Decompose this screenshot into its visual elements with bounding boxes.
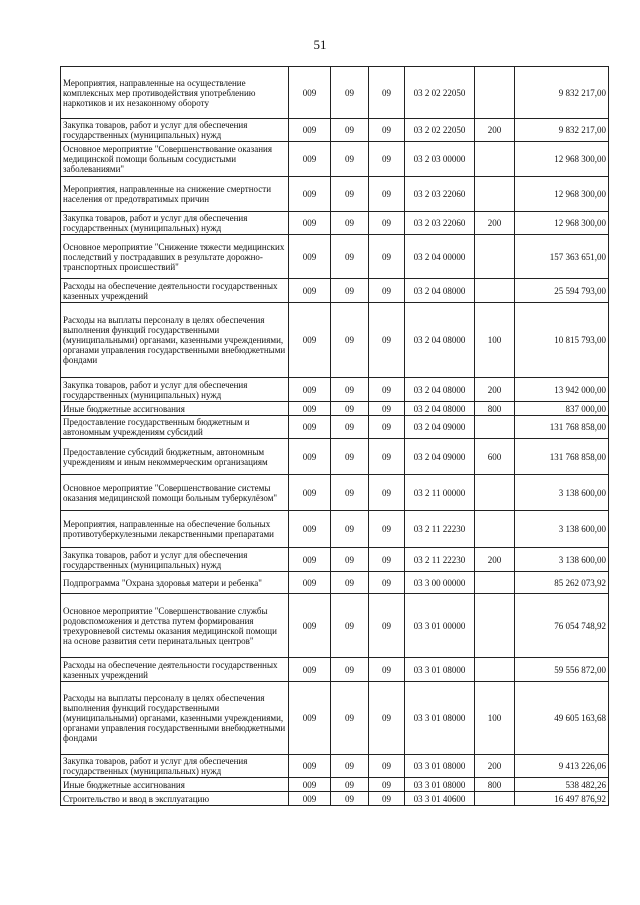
ministry-code: 009 — [289, 572, 331, 594]
ministry-code: 009 — [289, 548, 331, 572]
amount: 16 497 876,92 — [515, 792, 609, 806]
subsection-code: 09 — [369, 142, 405, 177]
expense-type: 200 — [475, 212, 515, 235]
ministry-code: 009 — [289, 439, 331, 475]
target-article: 03 2 11 22230 — [405, 548, 475, 572]
target-article: 03 2 04 08000 — [405, 303, 475, 378]
expense-type: 800 — [475, 402, 515, 416]
subsection-code: 09 — [369, 572, 405, 594]
ministry-code: 009 — [289, 177, 331, 212]
target-article: 03 2 04 08000 — [405, 279, 475, 303]
section-code: 09 — [331, 279, 369, 303]
ministry-code: 009 — [289, 658, 331, 682]
section-code: 09 — [331, 572, 369, 594]
ministry-code: 009 — [289, 682, 331, 755]
target-article: 03 3 00 00000 — [405, 572, 475, 594]
target-article: 03 2 03 22060 — [405, 177, 475, 212]
subsection-code: 09 — [369, 594, 405, 658]
amount: 49 605 163,68 — [515, 682, 609, 755]
subsection-code: 09 — [369, 778, 405, 792]
ministry-code: 009 — [289, 511, 331, 548]
table-row — [61, 682, 609, 755]
row-name: Иные бюджетные ассигнования — [61, 402, 289, 416]
amount: 9 832 217,00 — [515, 119, 609, 142]
target-article: 03 2 03 00000 — [405, 142, 475, 177]
amount: 538 482,26 — [515, 778, 609, 792]
row-name: Предоставление субсидий бюджетным, автономным учреждениям и иным некоммерческим организациям — [61, 439, 289, 475]
ministry-code: 009 — [289, 279, 331, 303]
amount: 12 968 300,00 — [515, 177, 609, 212]
section-code: 09 — [331, 402, 369, 416]
amount: 12 968 300,00 — [515, 142, 609, 177]
expense-type: 800 — [475, 778, 515, 792]
row-name: Расходы на выплаты персоналу в целях обеспечения выполнения функций государственными (муниципальными) органами, казенными учреждениями, органами управления государственными внебюджетными фондами — [61, 682, 289, 755]
section-code: 09 — [331, 439, 369, 475]
row-name: Основное мероприятие "Совершенствование системы оказания медицинской помощи больным туберкулёзом" — [61, 475, 289, 511]
target-article: 03 2 02 22050 — [405, 67, 475, 119]
amount: 837 000,00 — [515, 402, 609, 416]
amount: 131 768 858,00 — [515, 416, 609, 439]
table-row — [61, 416, 609, 439]
ministry-code: 009 — [289, 303, 331, 378]
table-row — [61, 235, 609, 279]
table-row — [61, 119, 609, 142]
amount: 131 768 858,00 — [515, 439, 609, 475]
expense-type: 600 — [475, 439, 515, 475]
row-name: Закупка товаров, работ и услуг для обеспечения государственных (муниципальных) нужд — [61, 119, 289, 142]
subsection-code: 09 — [369, 439, 405, 475]
subsection-code: 09 — [369, 755, 405, 778]
expense-type — [475, 235, 515, 279]
amount: 3 138 600,00 — [515, 548, 609, 572]
target-article: 03 3 01 08000 — [405, 778, 475, 792]
table-row — [61, 755, 609, 778]
row-name: Закупка товаров, работ и услуг для обеспечения государственных (муниципальных) нужд — [61, 378, 289, 402]
amount: 3 138 600,00 — [515, 475, 609, 511]
target-article: 03 3 01 08000 — [405, 682, 475, 755]
ministry-code: 009 — [289, 594, 331, 658]
subsection-code: 09 — [369, 378, 405, 402]
amount: 10 815 793,00 — [515, 303, 609, 378]
row-name: Мероприятия, направленные на осуществление комплексных мер противодействия употреблению наркотиков и их незаконному обороту — [61, 67, 289, 119]
amount: 3 138 600,00 — [515, 511, 609, 548]
ministry-code: 009 — [289, 792, 331, 806]
expense-type — [475, 792, 515, 806]
subsection-code: 09 — [369, 67, 405, 119]
table-row — [61, 594, 609, 658]
ministry-code: 009 — [289, 778, 331, 792]
page-number: 51 — [313, 37, 327, 52]
section-code: 09 — [331, 142, 369, 177]
subsection-code: 09 — [369, 279, 405, 303]
subsection-code: 09 — [369, 792, 405, 806]
table-row — [61, 279, 609, 303]
target-article: 03 2 02 22050 — [405, 119, 475, 142]
target-article: 03 2 04 00000 — [405, 235, 475, 279]
amount: 157 363 651,00 — [515, 235, 609, 279]
table-row — [61, 439, 609, 475]
expense-type — [475, 594, 515, 658]
ministry-code: 009 — [289, 378, 331, 402]
section-code: 09 — [331, 755, 369, 778]
target-article: 03 2 11 00000 — [405, 475, 475, 511]
expense-type — [475, 658, 515, 682]
subsection-code: 09 — [369, 511, 405, 548]
amount: 85 262 073,92 — [515, 572, 609, 594]
target-article: 03 3 01 40600 — [405, 792, 475, 806]
ministry-code: 009 — [289, 475, 331, 511]
section-code: 09 — [331, 303, 369, 378]
table-row — [61, 548, 609, 572]
expense-type: 100 — [475, 682, 515, 755]
table-row — [61, 212, 609, 235]
subsection-code: 09 — [369, 402, 405, 416]
row-name: Мероприятия, направленные на обеспечение больных противотуберкулезными лекарственными препаратами — [61, 511, 289, 548]
row-name: Иные бюджетные ассигнования — [61, 778, 289, 792]
target-article: 03 3 01 08000 — [405, 755, 475, 778]
subsection-code: 09 — [369, 416, 405, 439]
subsection-code: 09 — [369, 235, 405, 279]
amount: 12 968 300,00 — [515, 212, 609, 235]
row-name: Основное мероприятие "Снижение тяжести медицинских последствий у пострадавших в результате дорожно-транспортных происшествий" — [61, 235, 289, 279]
section-code: 09 — [331, 378, 369, 402]
ministry-code: 009 — [289, 402, 331, 416]
row-name: Закупка товаров, работ и услуг для обеспечения государственных (муниципальных) нужд — [61, 755, 289, 778]
expense-type — [475, 475, 515, 511]
table-row — [61, 402, 609, 416]
row-name: Расходы на выплаты персоналу в целях обеспечения выполнения функций государственными (муниципальными) органами, казенными учреждениями, органами управления государственными внебюджетными фондами — [61, 303, 289, 378]
expense-type — [475, 416, 515, 439]
amount: 59 556 872,00 — [515, 658, 609, 682]
section-code: 09 — [331, 212, 369, 235]
table-row — [61, 303, 609, 378]
section-code: 09 — [331, 475, 369, 511]
target-article: 03 2 04 08000 — [405, 402, 475, 416]
subsection-code: 09 — [369, 119, 405, 142]
expense-type — [475, 67, 515, 119]
section-code: 09 — [331, 235, 369, 279]
table-row — [61, 572, 609, 594]
expense-type — [475, 142, 515, 177]
amount: 9 832 217,00 — [515, 67, 609, 119]
target-article: 03 2 11 22230 — [405, 511, 475, 548]
section-code: 09 — [331, 778, 369, 792]
section-code: 09 — [331, 67, 369, 119]
ministry-code: 009 — [289, 119, 331, 142]
target-article: 03 2 04 09000 — [405, 416, 475, 439]
section-code: 09 — [331, 511, 369, 548]
row-name: Основное мероприятие "Совершенствование оказания медицинской помощи больным сосудистыми заболеваниями" — [61, 142, 289, 177]
subsection-code: 09 — [369, 548, 405, 572]
table-body — [61, 67, 609, 806]
amount: 13 942 000,00 — [515, 378, 609, 402]
table-row — [61, 378, 609, 402]
ministry-code: 009 — [289, 212, 331, 235]
row-name: Расходы на обеспечение деятельности государственных казенных учреждений — [61, 279, 289, 303]
table-row — [61, 658, 609, 682]
ministry-code: 009 — [289, 67, 331, 119]
expense-type: 200 — [475, 548, 515, 572]
target-article: 03 2 04 09000 — [405, 439, 475, 475]
ministry-code: 009 — [289, 755, 331, 778]
subsection-code: 09 — [369, 212, 405, 235]
subsection-code: 09 — [369, 177, 405, 212]
section-code: 09 — [331, 416, 369, 439]
target-article: 03 2 03 22060 — [405, 212, 475, 235]
row-name: Закупка товаров, работ и услуг для обеспечения государственных (муниципальных) нужд — [61, 212, 289, 235]
amount: 76 054 748,92 — [515, 594, 609, 658]
section-code: 09 — [331, 658, 369, 682]
subsection-code: 09 — [369, 303, 405, 378]
expense-type — [475, 279, 515, 303]
table-row — [61, 511, 609, 548]
section-code: 09 — [331, 792, 369, 806]
expense-type — [475, 177, 515, 212]
section-code: 09 — [331, 682, 369, 755]
row-name: Подпрограмма "Охрана здоровья матери и ребенка" — [61, 572, 289, 594]
target-article: 03 3 01 08000 — [405, 658, 475, 682]
row-name: Предоставление государственным бюджетным и автономным учреждениям субсидий — [61, 416, 289, 439]
table-row — [61, 67, 609, 119]
target-article: 03 2 04 08000 — [405, 378, 475, 402]
table-row — [61, 778, 609, 792]
row-name: Расходы на обеспечение деятельности государственных казенных учреждений — [61, 658, 289, 682]
subsection-code: 09 — [369, 475, 405, 511]
ministry-code: 009 — [289, 416, 331, 439]
ministry-code: 009 — [289, 235, 331, 279]
amount: 25 594 793,00 — [515, 279, 609, 303]
table-row — [61, 475, 609, 511]
expense-type: 200 — [475, 755, 515, 778]
table-row — [61, 792, 609, 806]
subsection-code: 09 — [369, 682, 405, 755]
section-code: 09 — [331, 548, 369, 572]
expense-type: 200 — [475, 378, 515, 402]
expense-type: 100 — [475, 303, 515, 378]
section-code: 09 — [331, 594, 369, 658]
target-article: 03 3 01 00000 — [405, 594, 475, 658]
table-row — [61, 177, 609, 212]
subsection-code: 09 — [369, 658, 405, 682]
table-row — [61, 142, 609, 177]
row-name: Мероприятия, направленные на снижение смертности населения от предотвратимых причин — [61, 177, 289, 212]
expense-type: 200 — [475, 119, 515, 142]
row-name: Закупка товаров, работ и услуг для обеспечения государственных (муниципальных) нужд — [61, 548, 289, 572]
row-name: Основное мероприятие "Совершенствование службы родовспоможения и детства путем формирования трехуровневой системы оказания медицинской помощи на основе развития сети перинатальных центров" — [61, 594, 289, 658]
ministry-code: 009 — [289, 142, 331, 177]
section-code: 09 — [331, 177, 369, 212]
amount: 9 413 226,06 — [515, 755, 609, 778]
row-name: Строительство и ввод в эксплуатацию — [61, 792, 289, 806]
section-code: 09 — [331, 119, 369, 142]
expense-type — [475, 572, 515, 594]
expense-type — [475, 511, 515, 548]
budget-table — [60, 66, 609, 806]
